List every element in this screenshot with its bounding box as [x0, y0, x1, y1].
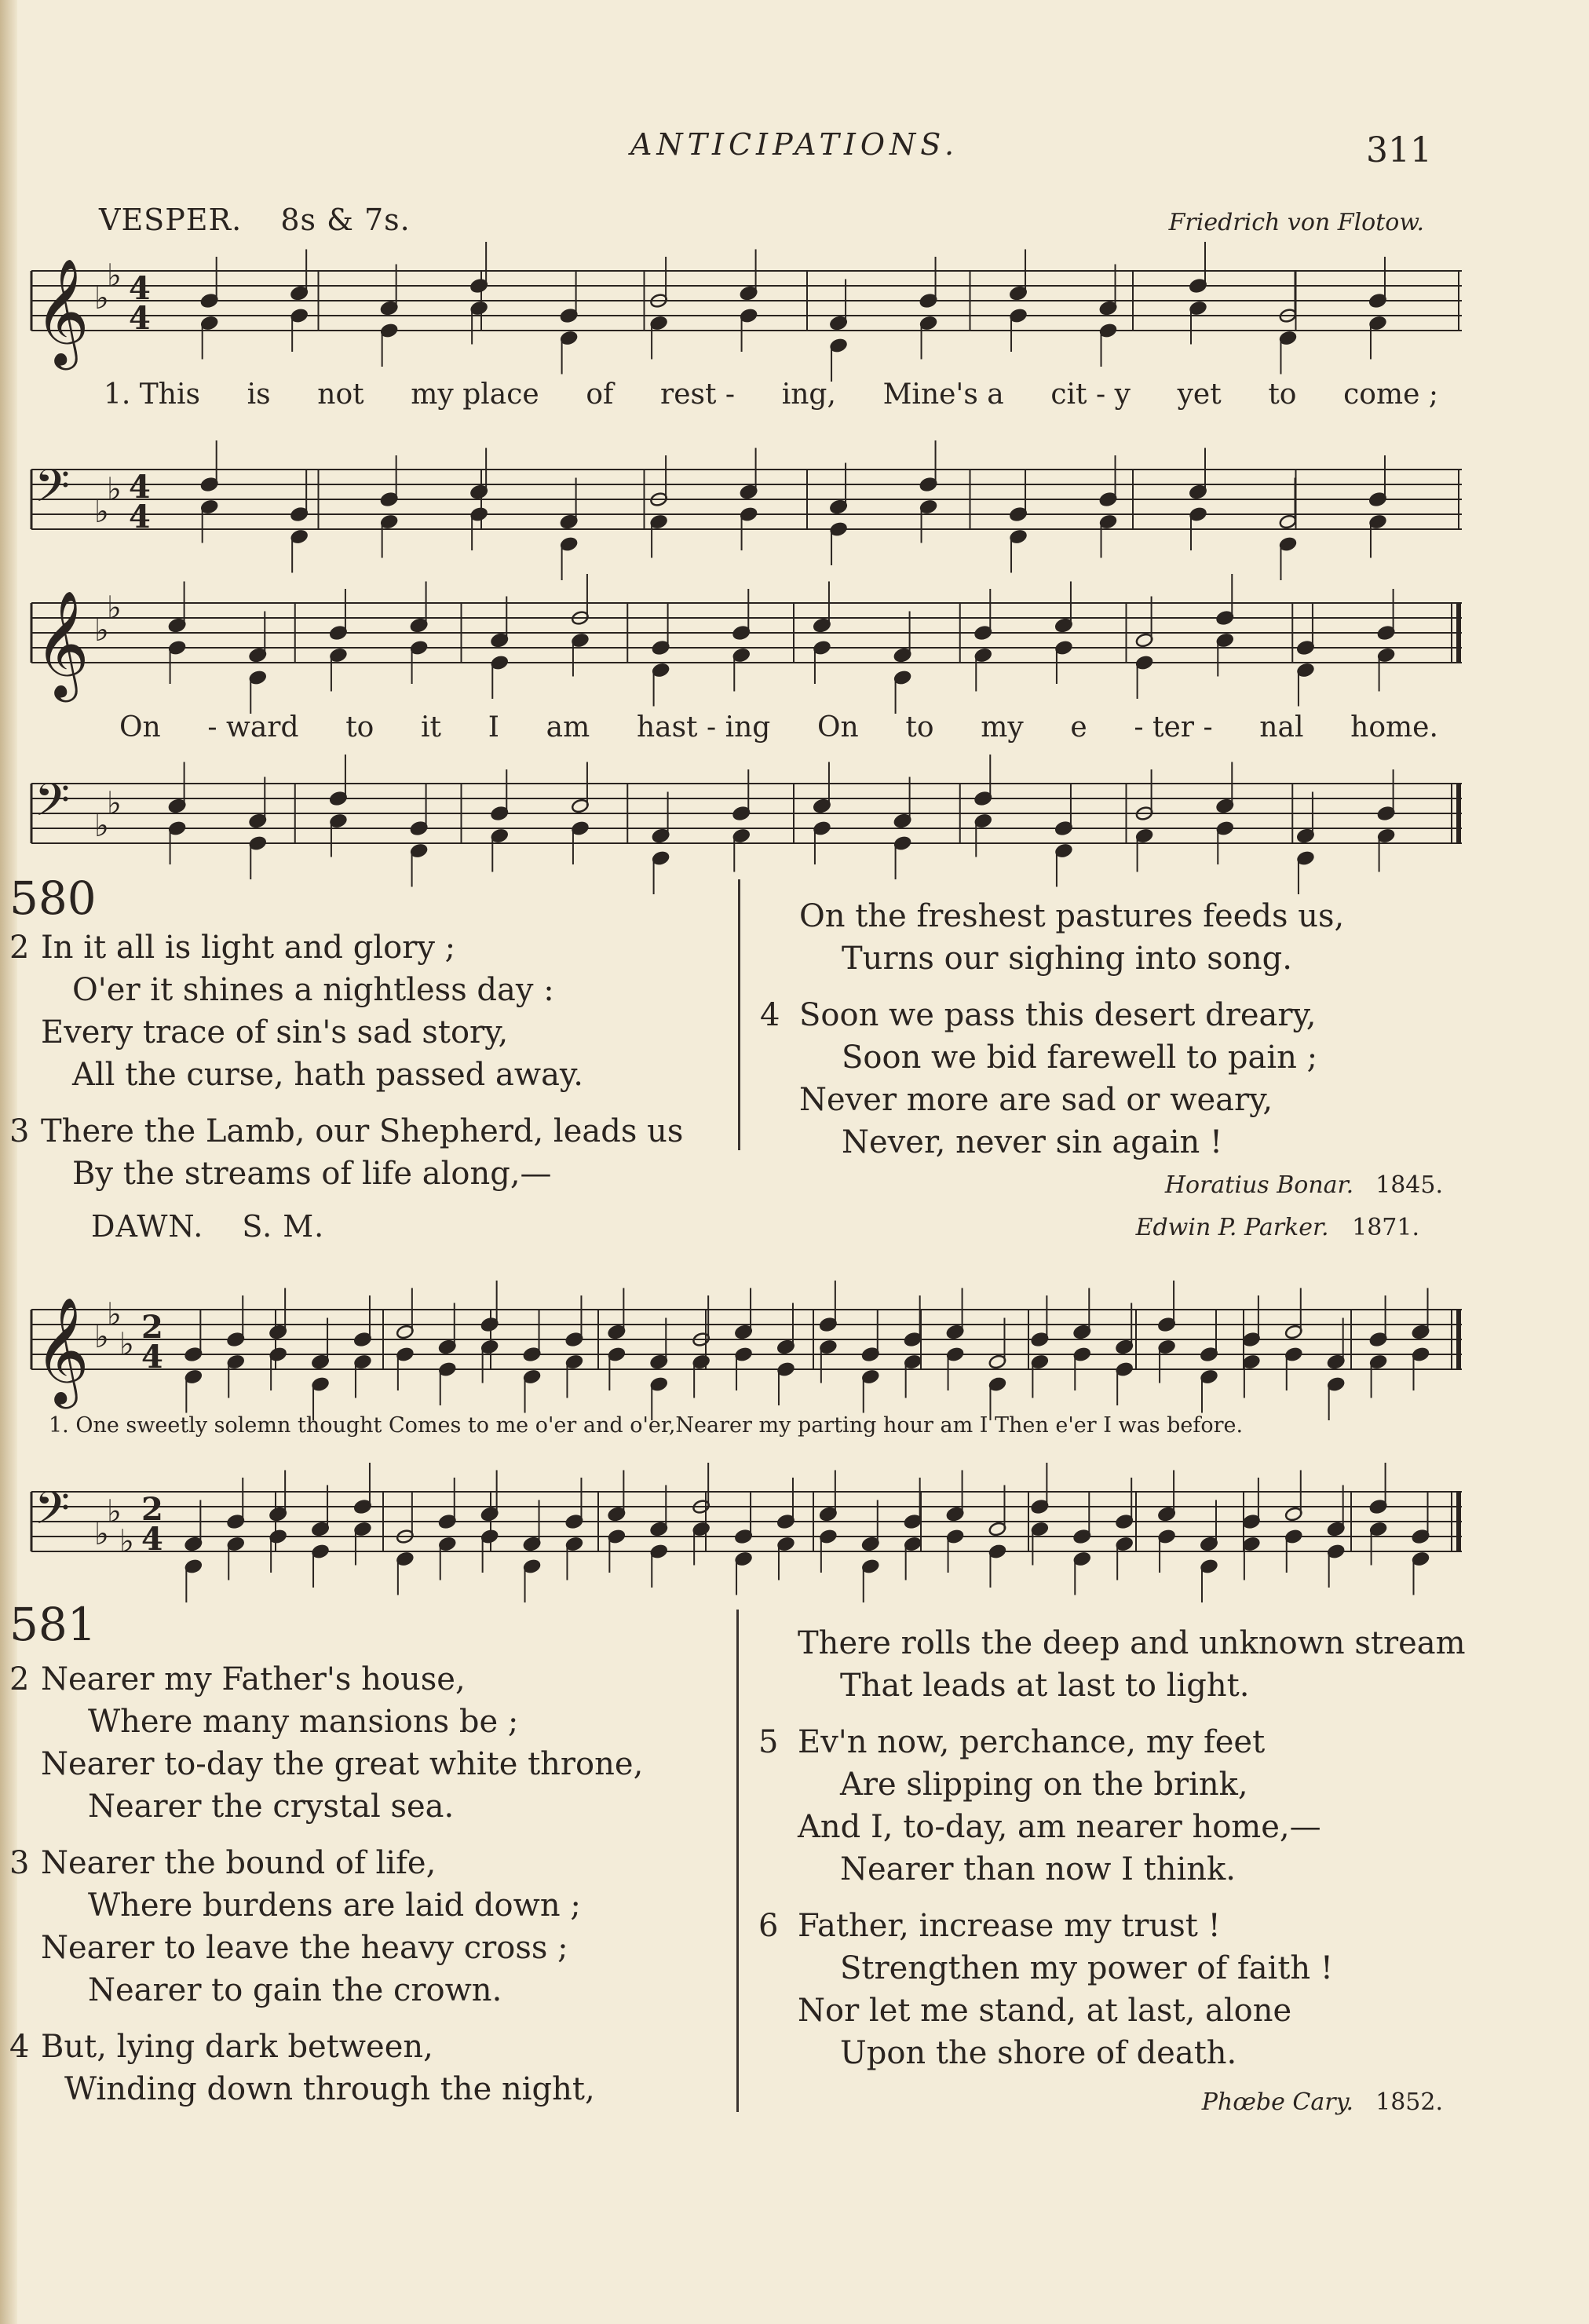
verse-line: Winding down through the night, [64, 2071, 595, 2107]
lyric-syllable: yet [1177, 378, 1222, 411]
verse [760, 994, 1451, 1164]
time-signature-bottom: 4 [141, 1521, 163, 1558]
author-year: 1845. [1375, 1171, 1443, 1199]
composer-name: Edwin P. Parker. [1135, 1214, 1329, 1241]
verse-number: 4 [9, 2029, 30, 2065]
lyric-syllable: On [817, 711, 859, 744]
verse-line: Nearer to leave the heavy cross ; [41, 1930, 568, 1966]
flat-icon: ♭ [94, 280, 109, 316]
flat-icon: ♭ [94, 1319, 109, 1355]
flat-icon: ♭ [94, 612, 109, 649]
lyric-syllable: cit - y [1050, 378, 1131, 411]
verse-number: 2 [9, 1661, 30, 1697]
lyric-syllable: is [247, 378, 271, 411]
tune-title: DAWN. [91, 1209, 204, 1244]
verse-line: By the streams of life along,— [72, 1156, 552, 1192]
verse-line: Soon we pass this desert dreary, [799, 997, 1317, 1033]
verse-line: Never, never sin again ! [842, 1124, 1223, 1160]
hymn-attribution [1202, 2088, 1443, 2116]
verse-line: In it all is light and glory ; [41, 930, 456, 966]
lyric-syllable: nal [1259, 711, 1304, 744]
verses-left-580 [9, 926, 732, 1209]
time-signature-bottom: 4 [141, 1339, 163, 1376]
verse-line: Where burdens are laid down ; [88, 1887, 581, 1924]
verse-line: But, lying dark between, [41, 2029, 433, 2065]
verse-line: There rolls the deep and unknown stream [798, 1625, 1466, 1661]
author-name: Horatius Bonar. [1164, 1171, 1354, 1199]
tune-title: VESPER. [99, 203, 243, 237]
flat-icon: ♭ [107, 471, 122, 508]
verse [9, 1658, 732, 1828]
verse [758, 1622, 1465, 1707]
verse-number: 6 [758, 1908, 779, 1944]
bass-staff-vesper-2 [17, 768, 1470, 862]
treble-clef-icon: 𝄞 [35, 589, 89, 697]
verse-line: Nearer than now I think. [840, 1851, 1236, 1887]
time-signature-top: 4 [129, 469, 151, 506]
composer-year: 1871. [1352, 1214, 1419, 1241]
lyric-syllable: not [317, 378, 364, 411]
verse-line: Nearer the crystal sea. [88, 1789, 455, 1825]
treble-staff-vesper-2 [17, 587, 1470, 697]
verse-line: Nearer the bound of life, [41, 1845, 437, 1881]
lyric-syllable: e [1070, 711, 1087, 744]
verse [758, 1905, 1465, 2074]
time-signature-top: 4 [129, 270, 151, 307]
verse-line: Nearer my Father's house, [41, 1661, 466, 1697]
verse-number: 5 [758, 1724, 779, 1760]
verse-line: Are slipping on the brink, [840, 1767, 1248, 1803]
time-signature-bottom: 4 [129, 499, 151, 535]
verse [9, 1110, 732, 1195]
verse-line: That leads at last to light. [840, 1668, 1250, 1704]
verse-line: Turns our sighing into song. [842, 941, 1292, 977]
hymn-number: 581 [9, 1598, 97, 1651]
time-signature-top: 2 [141, 1491, 163, 1528]
verse-line: Nearer to gain the crown. [88, 1972, 502, 2008]
verse-line: Every trace of sin's sad story, [41, 1014, 509, 1051]
verse-line: Strengthen my power of faith ! [840, 1950, 1333, 1986]
treble-staff-dawn [17, 1294, 1470, 1404]
time-signature-bottom: 4 [129, 300, 151, 337]
author-year: 1852. [1375, 2088, 1443, 2116]
lyric-syllable: to [345, 711, 374, 744]
lyric-syllable: my [981, 711, 1024, 744]
lyric-syllable: my place [411, 378, 539, 411]
flat-icon: ♭ [107, 1296, 122, 1333]
flat-icon: ♭ [94, 1516, 109, 1552]
composer-credit [1136, 1214, 1419, 1241]
composer-credit: Friedrich von Flotow. [1168, 209, 1424, 236]
verse [760, 895, 1451, 980]
lyric-syllable: of [586, 378, 614, 411]
tune-meter: 8s & 7s. [280, 203, 411, 237]
verse-line: Nor let me stand, at last, alone [798, 1993, 1292, 2029]
verse-line: Nearer to-day the great white throne, [41, 1746, 644, 1782]
verse [9, 1842, 732, 2012]
lyric-syllable: am [546, 711, 590, 744]
column-divider [738, 879, 740, 1150]
treble-clef-icon: 𝄞 [35, 1295, 89, 1404]
flat-icon: ♭ [94, 494, 109, 530]
verse [9, 926, 732, 1096]
verse-number: 4 [760, 997, 780, 1033]
verses-right-580 [760, 895, 1451, 1178]
time-signature-top: 2 [141, 1309, 163, 1346]
bass-staff-dawn [17, 1476, 1470, 1570]
flat-icon: ♭ [119, 1326, 134, 1363]
bass-clef-icon: 𝄢 [35, 1482, 71, 1546]
tune-name-dawn [91, 1209, 324, 1244]
treble-clef-icon: 𝄞 [35, 257, 89, 365]
lyric-syllable: I [488, 711, 499, 744]
verse-number: 2 [9, 930, 30, 966]
lyric-syllable: On [119, 711, 161, 744]
lyric-syllable: Mine's a [882, 378, 1004, 411]
lyric-syllable: come ; [1343, 378, 1438, 411]
bass-staff-vesper-1 [17, 454, 1470, 548]
lyric-syllables [104, 378, 1438, 411]
verse [758, 1721, 1465, 1891]
lyric-syllable: to [1268, 378, 1297, 411]
lyrics-line [104, 378, 1438, 411]
lyrics-line: 1. One sweetly solemn thought Comes to me o'er and o'er,Nearer my parting hour am I Then e'er I was before. [49, 1413, 1244, 1438]
verse-line: Father, increase my trust ! [798, 1908, 1221, 1944]
bass-clef-icon: 𝄢 [35, 459, 71, 524]
verses-right-581 [758, 1622, 1465, 2088]
flat-icon: ♭ [107, 785, 122, 822]
lyric-syllable: ing, [781, 378, 836, 411]
flat-icon: ♭ [119, 1523, 134, 1560]
hymn-attribution [1165, 1171, 1443, 1199]
lyric-syllable: - ward [207, 711, 299, 744]
verse-line: On the freshest pastures feeds us, [799, 898, 1345, 934]
lyric-syllables [119, 711, 1438, 744]
lyric-syllable: it [421, 711, 442, 744]
verse-line: Never more are sad or weary, [799, 1082, 1273, 1118]
verse-line: Where many mansions be ; [88, 1704, 519, 1740]
verse-line: O'er it shines a nightless day : [72, 972, 554, 1008]
page-header-title: ANTICIPATIONS. [630, 127, 959, 162]
lyric-syllable: rest - [660, 378, 736, 411]
flat-icon: ♭ [94, 808, 109, 844]
verse-line: There the Lamb, our Shepherd, leads us [41, 1113, 684, 1149]
lyric-syllable: - ter - [1134, 711, 1213, 744]
column-divider [736, 1610, 739, 2112]
author-name: Phœbe Cary. [1201, 2088, 1354, 2116]
flat-icon: ♭ [107, 258, 122, 294]
tune-meter: S. M. [242, 1209, 325, 1244]
tune-name-vesper [99, 203, 411, 237]
verse-line: Ev'n now, perchance, my feet [798, 1724, 1266, 1760]
lyrics-line [119, 711, 1438, 744]
treble-staff-vesper-1 [17, 255, 1470, 365]
lyric-syllable: home. [1350, 711, 1438, 744]
verse-line: And I, to-day, am nearer home,— [798, 1809, 1321, 1845]
lyric-syllable: to [905, 711, 934, 744]
lyric-syllable: hast - ing [636, 711, 771, 744]
bass-clef-icon: 𝄢 [35, 773, 71, 838]
verse-line: Upon the shore of death. [840, 2035, 1237, 2071]
verses-left-581 [9, 1658, 732, 2125]
flat-icon: ♭ [107, 1493, 122, 1530]
verse-line: All the curse, hath passed away. [72, 1057, 583, 1093]
page-number: 311 [1366, 130, 1432, 170]
lyric-syllable: 1. This [104, 378, 200, 411]
verse-number: 3 [9, 1113, 30, 1149]
verse-line: Soon we bid farewell to pain ; [842, 1040, 1318, 1076]
verse-number: 3 [9, 1845, 30, 1881]
flat-icon: ♭ [107, 590, 122, 627]
verse [9, 2026, 732, 2110]
hymn-number: 580 [9, 872, 97, 925]
